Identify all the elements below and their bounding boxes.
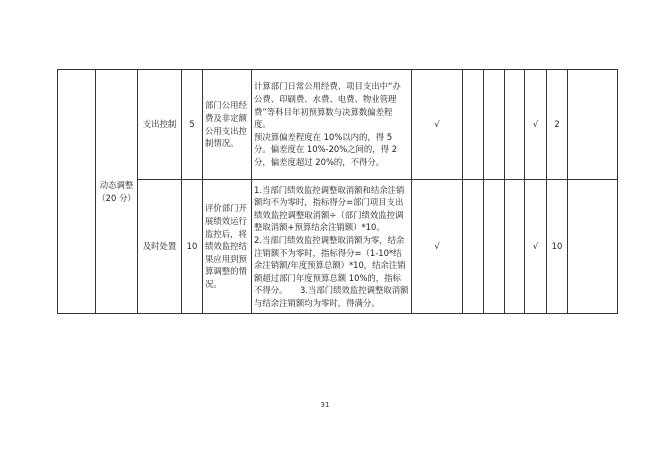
- description-cell: 部门公用经费及非定额公用支出控制情况。: [203, 70, 252, 180]
- empty-cell: [568, 70, 618, 180]
- page-number: 31: [320, 401, 330, 409]
- criteria-paragraph: 预决算偏差程度在 10%以内的，得 5 分。偏差度在 10%-20%之间的，得 2 分，偏差度超过 20%的，不得分。: [254, 131, 398, 167]
- criteria-cell: [252, 180, 412, 314]
- table-row: [58, 70, 618, 180]
- evaluation-table: [57, 69, 618, 314]
- checkmark: √: [525, 180, 547, 314]
- empty-cell: [505, 180, 525, 314]
- criteria-paragraph: 1.当部门绩效监控调整取消额和结余注销额均不为零时，指标得分=部门项目支出绩效监控调整取消额÷（部门绩效监控调整取消额+预算结余注销额）*10。: [254, 184, 405, 233]
- result-score-cell: 10: [547, 180, 568, 314]
- indicator-cell: 及时处置: [138, 180, 182, 314]
- outer-category-cell: [58, 70, 96, 314]
- group-cell: [96, 70, 138, 314]
- table-row: [58, 180, 618, 314]
- empty-cell: [463, 70, 484, 180]
- group-label: 动态调整: [99, 179, 134, 190]
- empty-cell: [484, 180, 505, 314]
- score-cell: 5: [182, 70, 203, 180]
- empty-cell: [484, 70, 505, 180]
- group-score: （20 分）: [97, 192, 136, 203]
- empty-cell: [505, 70, 525, 180]
- empty-cell: [568, 180, 618, 314]
- result-score-cell: 2: [547, 70, 568, 180]
- score-cell: 10: [182, 180, 203, 314]
- criteria-paragraph: 计算部门日常公用经费、项目支出中“办公费、印刷费、水费、电费、物业管理费”等科目年初预算数与决算数偏差程度。: [254, 81, 401, 130]
- checkmark: √: [525, 70, 547, 180]
- indicator-cell: 支出控制: [138, 70, 182, 180]
- criteria-cell: [252, 70, 412, 180]
- description-cell: 评价部门开展绩效运行监控后，将绩效监控结果应用到预算调整的情况。: [203, 180, 252, 314]
- empty-cell: [463, 180, 484, 314]
- checkmark: √: [412, 180, 463, 314]
- criteria-paragraph: 2.当部门绩效监控调整取消额为零，结余注销额不为零时，指标得分=（1-10*结余注销额/年度预算总额）*10，结余注销额超过部门年度预算总额 10%的，指标不得分。 3.当部门绩效监控调整取消额与结余注销额均为零时，得满分。: [254, 234, 409, 308]
- checkmark: √: [412, 70, 463, 180]
